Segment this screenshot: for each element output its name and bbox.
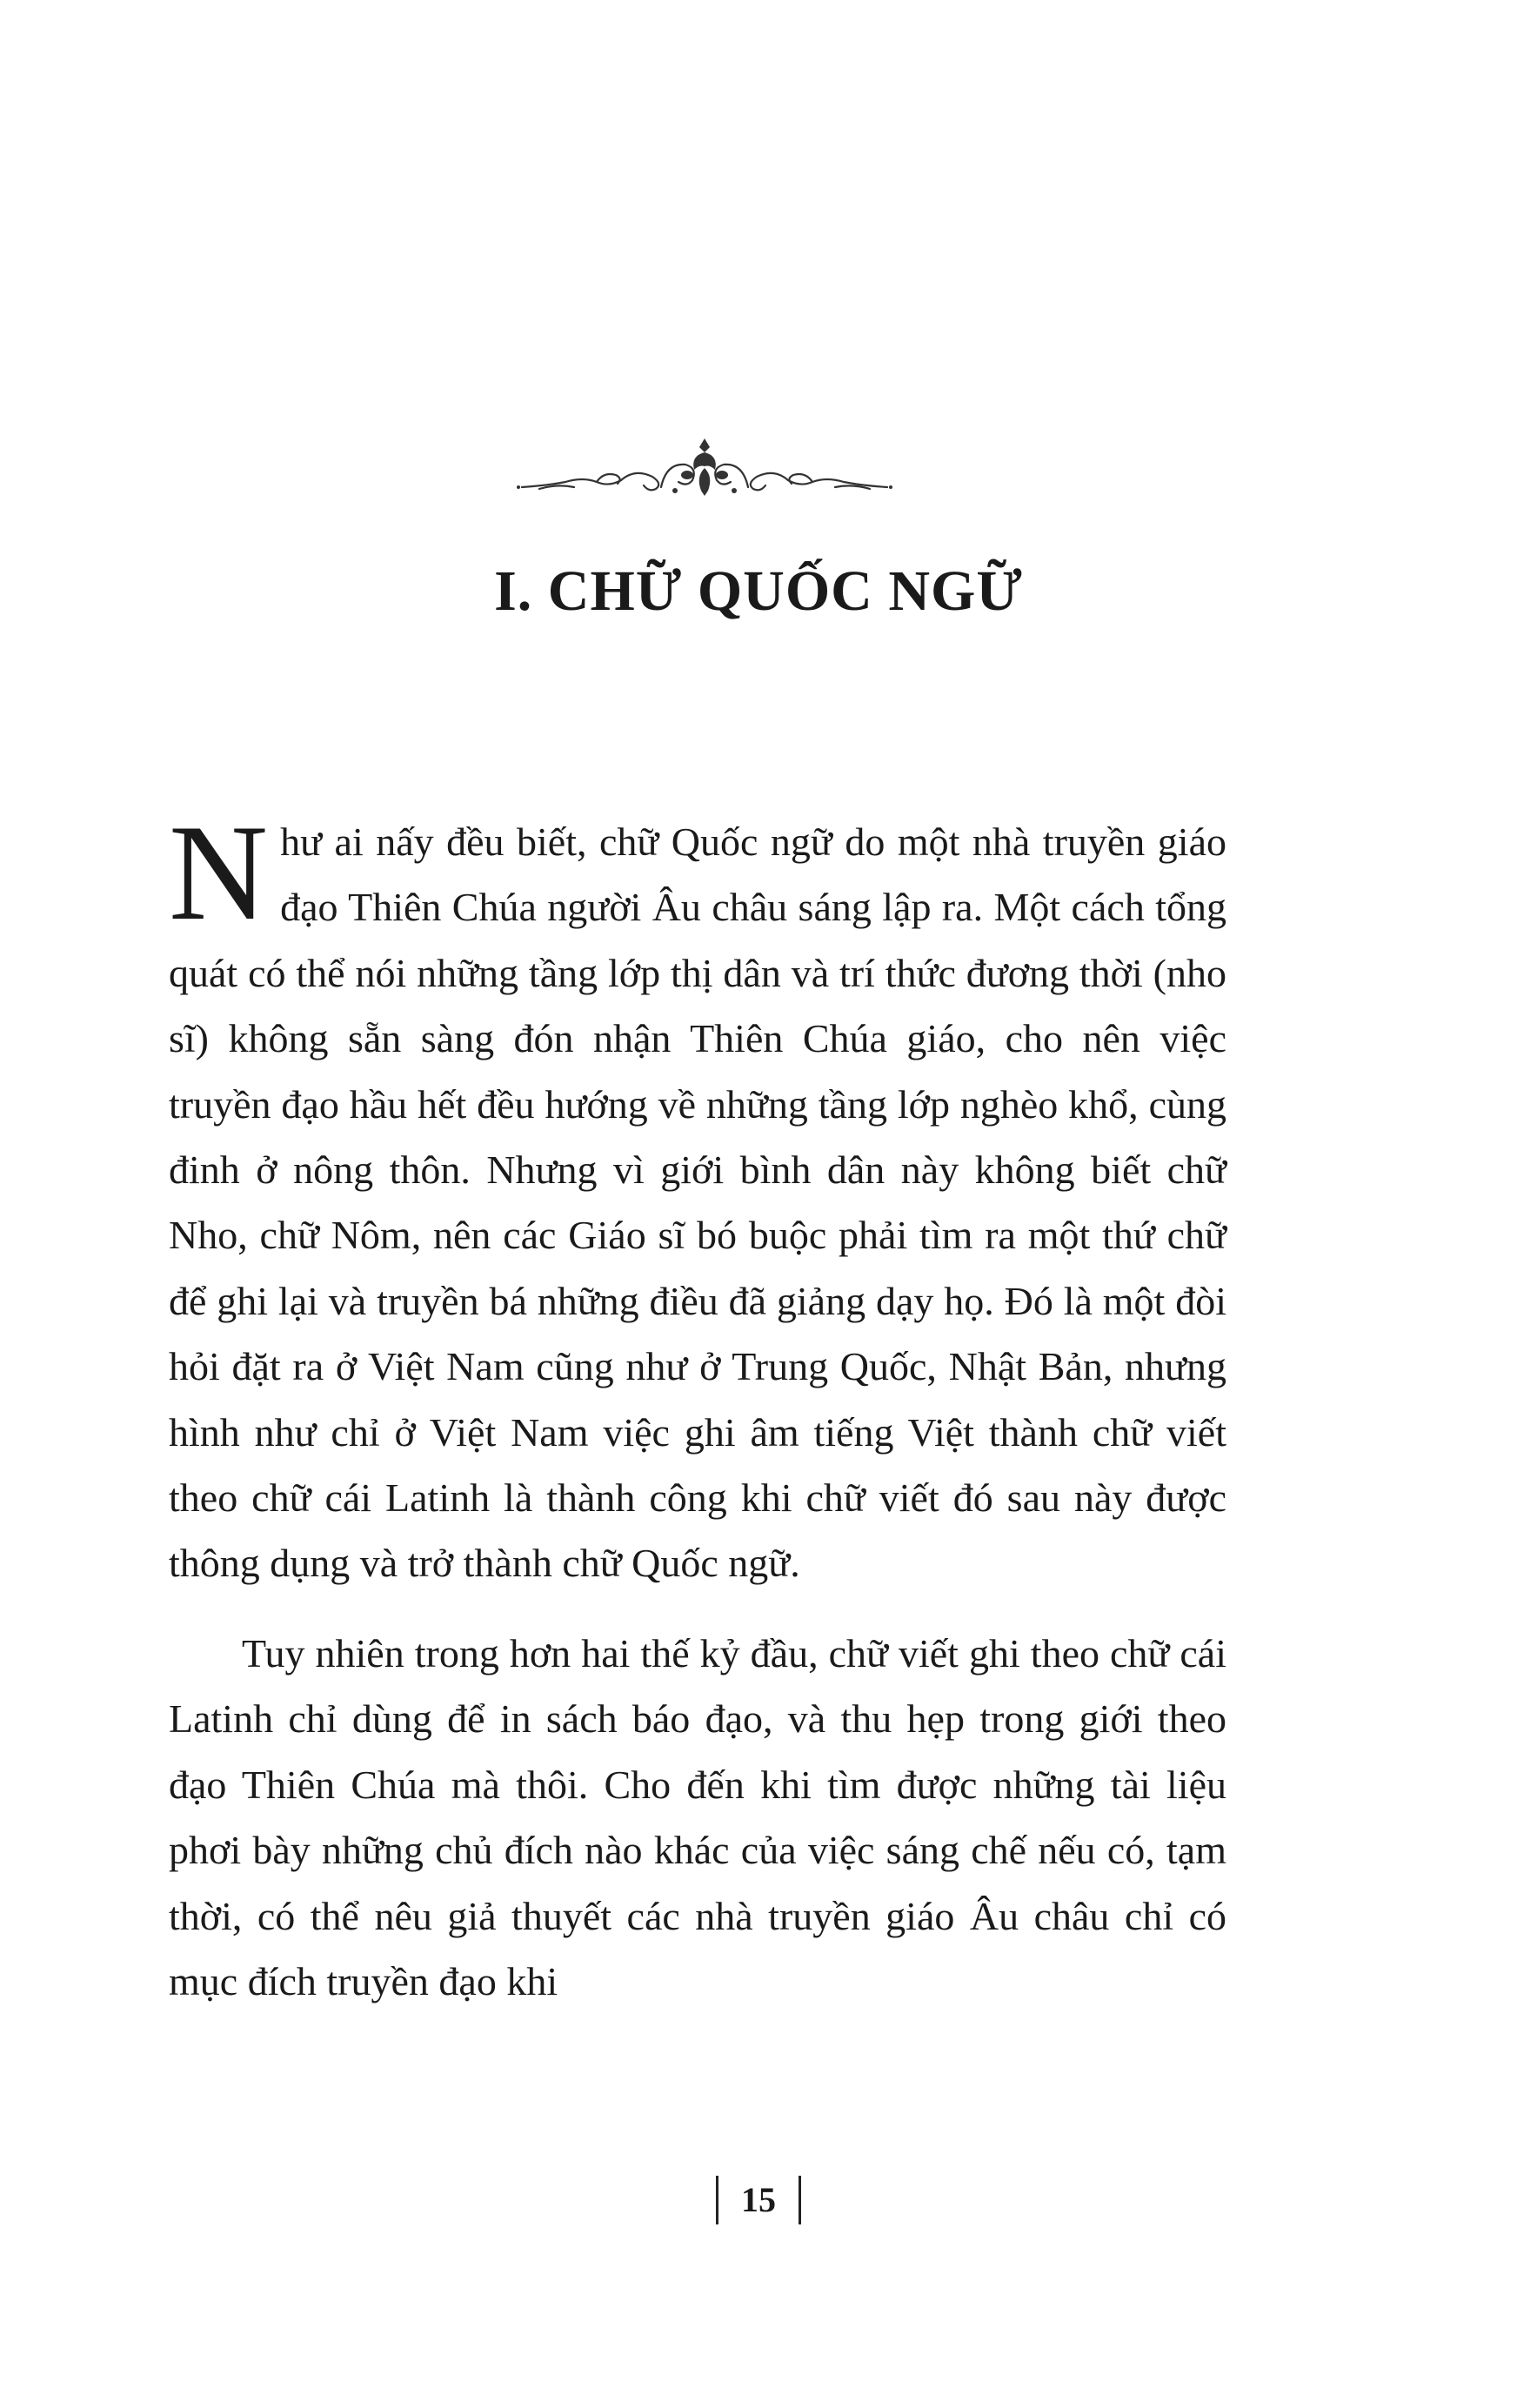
floral-divider-icon: [513, 433, 896, 503]
chapter-title: I. CHỮ QUỐC NGỮ: [494, 559, 1023, 623]
paragraph: Tuy nhiên trong hơn hai thế kỷ đầu, chữ viết ghi theo chữ cái Latinh chỉ dùng để in sách báo đạo, và thu hẹp trong giới theo đạo Thiên Chúa mà thôi. Cho đến khi tìm được những tài liệu phơi bày những chủ đích nào khác của việc sáng chế nếu có, tạm thời, có thể nêu giả thuyết các nhà truyền giáo Âu châu chỉ có mục đích truyền đạo khi: [169, 1630, 1226, 2003]
paragraph-text: hư ai nấy đều biết, chữ Quốc ngữ do một nhà truyền giáo đạo Thiên Chúa người Âu châu sáng lập ra. Một cách tổng quát có thể nói những tầng lớp thị dân và trí thức đương thời (nho sĩ) không sẵn sàng đón nhận Thiên Chúa giáo, cho nên việc truyền đạo hầu hết đều hướng về những tầng lớp nghèo khổ, cùng đinh ở nông thôn. Nhưng vì giới bình dân này không biết chữ Nho, chữ Nôm, nên các Giáo sĩ bó buộc phải tìm ra một thứ chữ để ghi lại và truyền bá những điều đã giảng dạy họ. Đó là một đòi hỏi đặt ra ở Việt Nam cũng như ở Trung Quốc, Nhật Bản, nhưng hình như chỉ ở Việt Nam việc ghi âm tiếng Việt thành chữ viết theo chữ cái Latinh là thành công khi chữ viết đó sau này được thông dụng và trở thành chữ Quốc ngữ.: [169, 819, 1226, 1586]
paragraph: [169, 797, 1226, 1596]
page-number-value: 15: [741, 2179, 776, 2219]
body-text: [169, 797, 1226, 2014]
drop-cap: N: [169, 797, 269, 949]
page-number-divider: [716, 2176, 718, 2224]
page-number: [0, 2171, 1517, 2226]
page-number-divider: [799, 2176, 801, 2224]
